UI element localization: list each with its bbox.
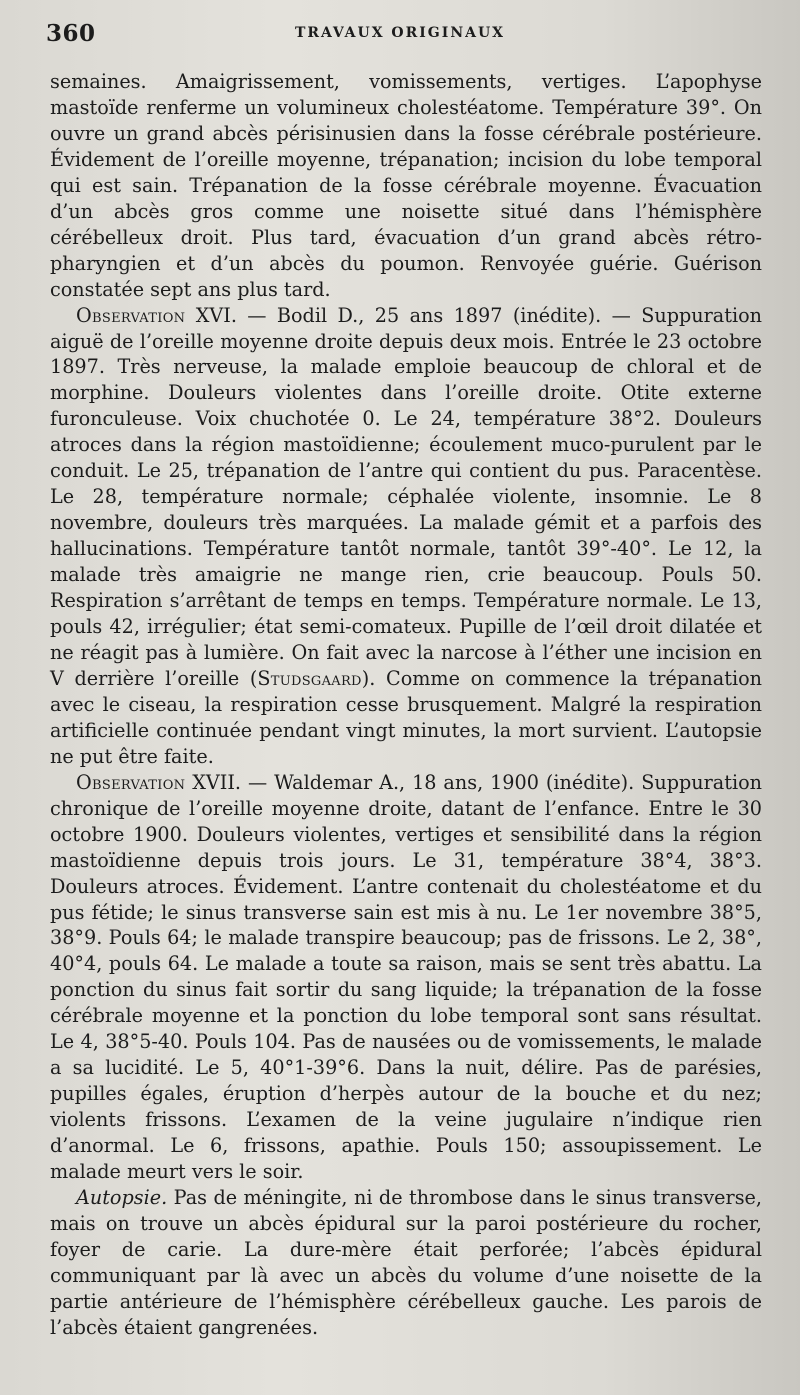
observation-label: Observation — [76, 770, 186, 794]
autopsy-label: Autopsie. — [76, 1185, 168, 1209]
page-header — [0, 20, 800, 50]
page-number: 360 — [46, 20, 96, 47]
body-text — [50, 69, 762, 1341]
observation-xvii — [50, 770, 762, 1185]
autopsy-paragraph — [50, 1185, 762, 1341]
paragraph-continuation — [50, 69, 762, 303]
paragraph-text: XVII. — Waldemar A., 18 ans, 1900 (inédite). Suppuration chronique de l’oreille moyenne droite, datant de l’enfance. Entre le 30 octobre 1900. Douleurs violentes, vertiges et sensibilité dans la région mastoïdienne depuis trois jours. Le 31, température 38°4, 38°3. Douleurs atroces. Évidement. L’antre contenait du cholestéatome et du pus fétide; le sinus transverse sain est mis à nu. Le 1er novembre 38°5, 38°9. Pouls 64; le malade transpire beaucoup; pas de frissons. Le 2, 38°, 40°4, pouls 64. Le malade a toute sa raison, mais se sent très abattu. La ponction du sinus fait sortir du sang liquide; la trépanation de la fosse cérébrale moyenne et la ponction du lobe temporal sont sans résultat. Le 4, 38°5-40. Pouls 104. Pas de nausées ou de vomissements, le malade a sa lucidité. Le 5, 40°1-39°6. Dans la nuit, délire. Pas de parésies, pupilles égales, éruption d’herpès autour de la bouche et du nez; violents frissons. L’examen de la veine jugulaire n’indique rien d’anormal. Le 6, frissons, apathie. Pouls 150; assoupissement. Le malade meurt vers le soir. — [50, 770, 762, 1184]
paragraph-text: semaines. Amaigrissement, vomissements, vertiges. L’apophyse mastoïde renferme un volumineux cholestéatome. Température 39°. On ouvre un grand abcès périsinusien dans la fosse cérébrale postérieure. Évidement de l’oreille moyenne, trépanation; incision du lobe temporal qui est sain. Trépanation de la fosse cérébrale moyenne. Évacuation d’un abcès gros comme une noisette situé dans l’hémisphère cérébelleux droit. Plus tard, évacuation d’un grand abcès rétro-pharyngien et d’un abcès du poumon. Renvoyée guérie. Guérison constatée sept ans plus tard. — [50, 70, 762, 301]
paragraph-text: ). Comme on commence la trépanation avec le ciseau, la respiration cesse brusquement. Malgré la respiration artificielle continuée pendant vingt minutes, la mort survient. L’autopsie ne put être faite. — [50, 666, 762, 768]
paragraph-text: XVI. — Bodil D., 25 ans 1897 (inédite). — Suppuration aiguë de l’oreille moyenne droite depuis deux mois. Entrée le 23 octobre 1897. Très nerveuse, la malade emploie beaucoup de chloral et de morphine. Douleurs violentes dans l’oreille droite. Otite externe furonculeuse. Voix chuchotée 0. Le 24, température 38°2. Douleurs atroces dans la région mastoïdienne; écoulement muco-purulent par le conduit. Le 25, trépanation de l’antre qui contient du pus. Paracentèse. Le 28, température normale; céphalée violente, insomnie. Le 8 novembre, douleurs très marquées. La malade gémit et a parfois des hallucinations. Température tantôt normale, tantôt 39°-40°. Le 12, la malade très amaigrie ne mange rien, crie beaucoup. Pouls 50. Respiration s’arrêtant de temps en temps. Température normale. Le 13, pouls 42, irrégulier; état semi-comateux. Pupille de l’œil droit dilatée et ne réagit pas à lumière. On fait avec la narcose à l’éther une incision en V derrière l’oreille ( — [50, 303, 762, 690]
author-name: Studsgaard — [257, 666, 362, 690]
paragraph-text: Pas de méningite, ni de thrombose dans le sinus transverse, mais on trouve un abcès épidural sur la paroi postérieure du rocher, foyer de carie. La dure-mère était perforée; l’abcès épidural communiquant par là avec un abcès du volume d’une noisette de la partie antérieure de l’hémisphère cérébelleux gauche. Les parois de l’abcès étaient gangrenées. — [50, 1185, 762, 1339]
observation-label: Observation — [76, 303, 186, 327]
running-head: TRAVAUX ORIGINAUX — [294, 25, 506, 41]
observation-xvi — [50, 303, 762, 770]
